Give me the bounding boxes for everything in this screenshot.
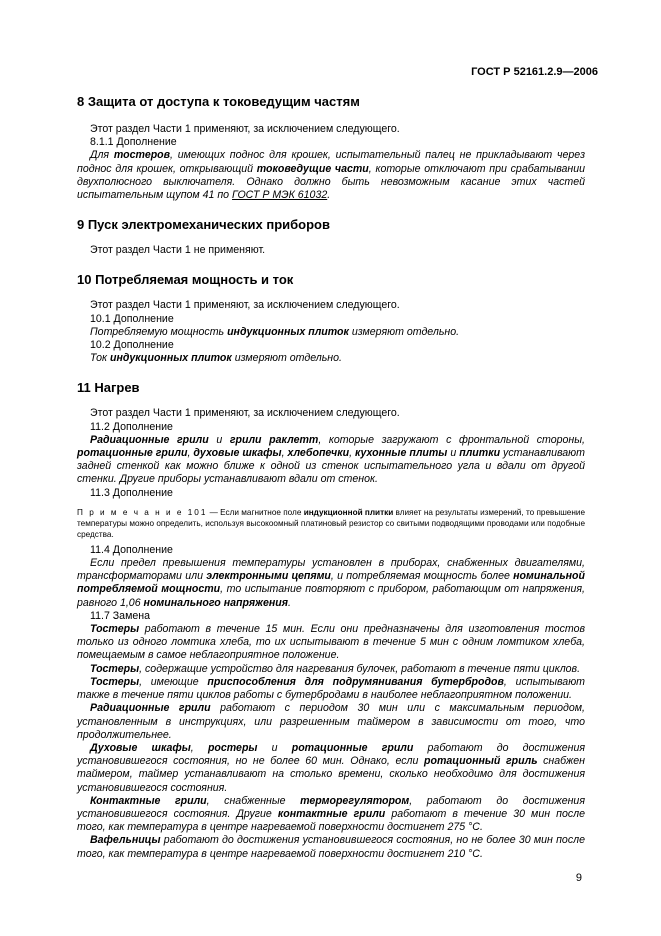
section-11-3-note: П р и м е ч а н и е 101 — Если магнитное поле индукционной плитки влияет на результаты измерений, то превышение температуры можно определить, используя высокоомный платиновый резистор со свитыми подводящими проводами или подобные средства. bbox=[77, 507, 586, 539]
section-10-2-heading: 10.2 Дополнение bbox=[90, 339, 174, 352]
section-10-2-text: Ток индукционных плиток измеряют отдельно. bbox=[90, 352, 342, 365]
toasters-sandwich-paragraph: Тостеры, имеющие приспособления для подрумянивания бутербродов, испытывают также в течение пяти циклов работы с бутербродами в наиболее неблагоприятном положении. bbox=[77, 675, 585, 702]
section-11-2-text: Радиационные грили и грили раклетт, которые загружают с фронтальной стороны, ротационные грили, духовые шкафы, хлебопечки, кухонные плиты и плитки устанавливают задней стенкой как можно ближе к одной из стенок испытательного угла и вдали от другой стенки. Другие приборы устанавливают вдали от стенок. bbox=[77, 433, 585, 486]
section-8-title: 8 Защита от доступа к токоведущим частям bbox=[77, 94, 360, 109]
page-content bbox=[77, 93, 585, 861]
section-11-2-heading: 11.2 Дополнение bbox=[90, 420, 173, 433]
ovens-paragraph: Духовые шкафы, ростеры и ротационные грили работают до достижения установившегося состояния, но не более 60 мин. Однако, если ротационный гриль снабжен таймером, таймер устанавливают на столько времени, сколько необходимо для достижения установившегося состояния. bbox=[77, 741, 586, 794]
waffle-irons-paragraph: Вафельницы работают до достижения установившегося состояния, но не более 30 мин после того, как температура в центре нагреваемой поверхности достигнет 210 °С. bbox=[77, 834, 585, 860]
section-10-1-text: Потребляемую мощность индукционных плиток измеряют отдельно. bbox=[90, 325, 460, 338]
standard-header: ГОСТ Р 52161.2.9—2006 bbox=[471, 66, 598, 78]
gost-reference-link[interactable]: ГОСТ Р МЭК 61032 bbox=[232, 189, 328, 202]
toasters-buns-paragraph: Тостеры, содержащие устройство для нагревания булочек, работают в течение пяти циклов. bbox=[90, 662, 581, 675]
section-11-7-heading: 11.7 Замена bbox=[90, 609, 150, 622]
section-11-4-text: Если предел превышения температуры установлен в приборах, снабженных двигателями, трансформаторами или электронными цепями, и потребляемая мощность более номинальной потребляемой мощности, то испытание повторяют с прибором, работающим от напряжения, равного 1,06 номинального напряжения. bbox=[77, 557, 585, 609]
section-9-text: Этот раздел Части 1 не применяют. bbox=[90, 244, 266, 257]
contact-grills-paragraph: Контактные грили, снабженные терморегулятором, работают до достижения установившегося состояния. Другие контактные грили работают в течение 30 мин после того, как температура в центре нагреваемой поверхности достигнет 275 °С. bbox=[77, 794, 585, 834]
toasters-paragraph: Тостеры работают в течение 15 мин. Если они предназначены для изготовления тостов только из одного ломтика хлеба, то их испытывают в течение 5 мин с одним ломтиком хлеба, помещаемым в самое неблагоприятное положение. bbox=[77, 623, 585, 662]
section-11-intro: Этот раздел Части 1 применяют, за исключением следующего. bbox=[90, 407, 400, 420]
section-10-title: 10 Потребляемая мощность и ток bbox=[77, 272, 294, 288]
radiant-grills-paragraph: Радиационные грили работают с периодом 30 мин или с максимальным периодом, установленным в инструкциях, или разрешенным таймером в зависимости от того, что продолжительнее. bbox=[77, 702, 585, 741]
section-8-1-1-text: Для тостеров, имеющих поднос для крошек, испытательный палец не прикладывают через поднос для крошек, открывающий токоведущие части, которые отключают при срабатывании двухполюсного выключателя. Однако должно быть невозможным касание этих частей испытательным щупом 41 по ГОСТ Р МЭК 61032. bbox=[77, 149, 585, 202]
section-8-intro: Этот раздел Части 1 применяют, за исключением следующего. bbox=[90, 123, 400, 135]
page-number: 9 bbox=[575, 872, 582, 884]
section-10-intro: Этот раздел Части 1 применяют, за исключением следующего. bbox=[90, 299, 400, 312]
section-11-4-heading: 11.4 Дополнение bbox=[90, 543, 173, 556]
section-10-1-heading: 10.1 Дополнение bbox=[90, 312, 174, 325]
section-9-title: 9 Пуск электромеханических приборов bbox=[77, 217, 330, 233]
section-11-title: 11 Нагрев bbox=[77, 380, 140, 396]
section-11-3-heading: 11.3 Дополнение bbox=[90, 486, 173, 499]
section-8-1-1-heading: 8.1.1 Дополнение bbox=[90, 136, 177, 149]
